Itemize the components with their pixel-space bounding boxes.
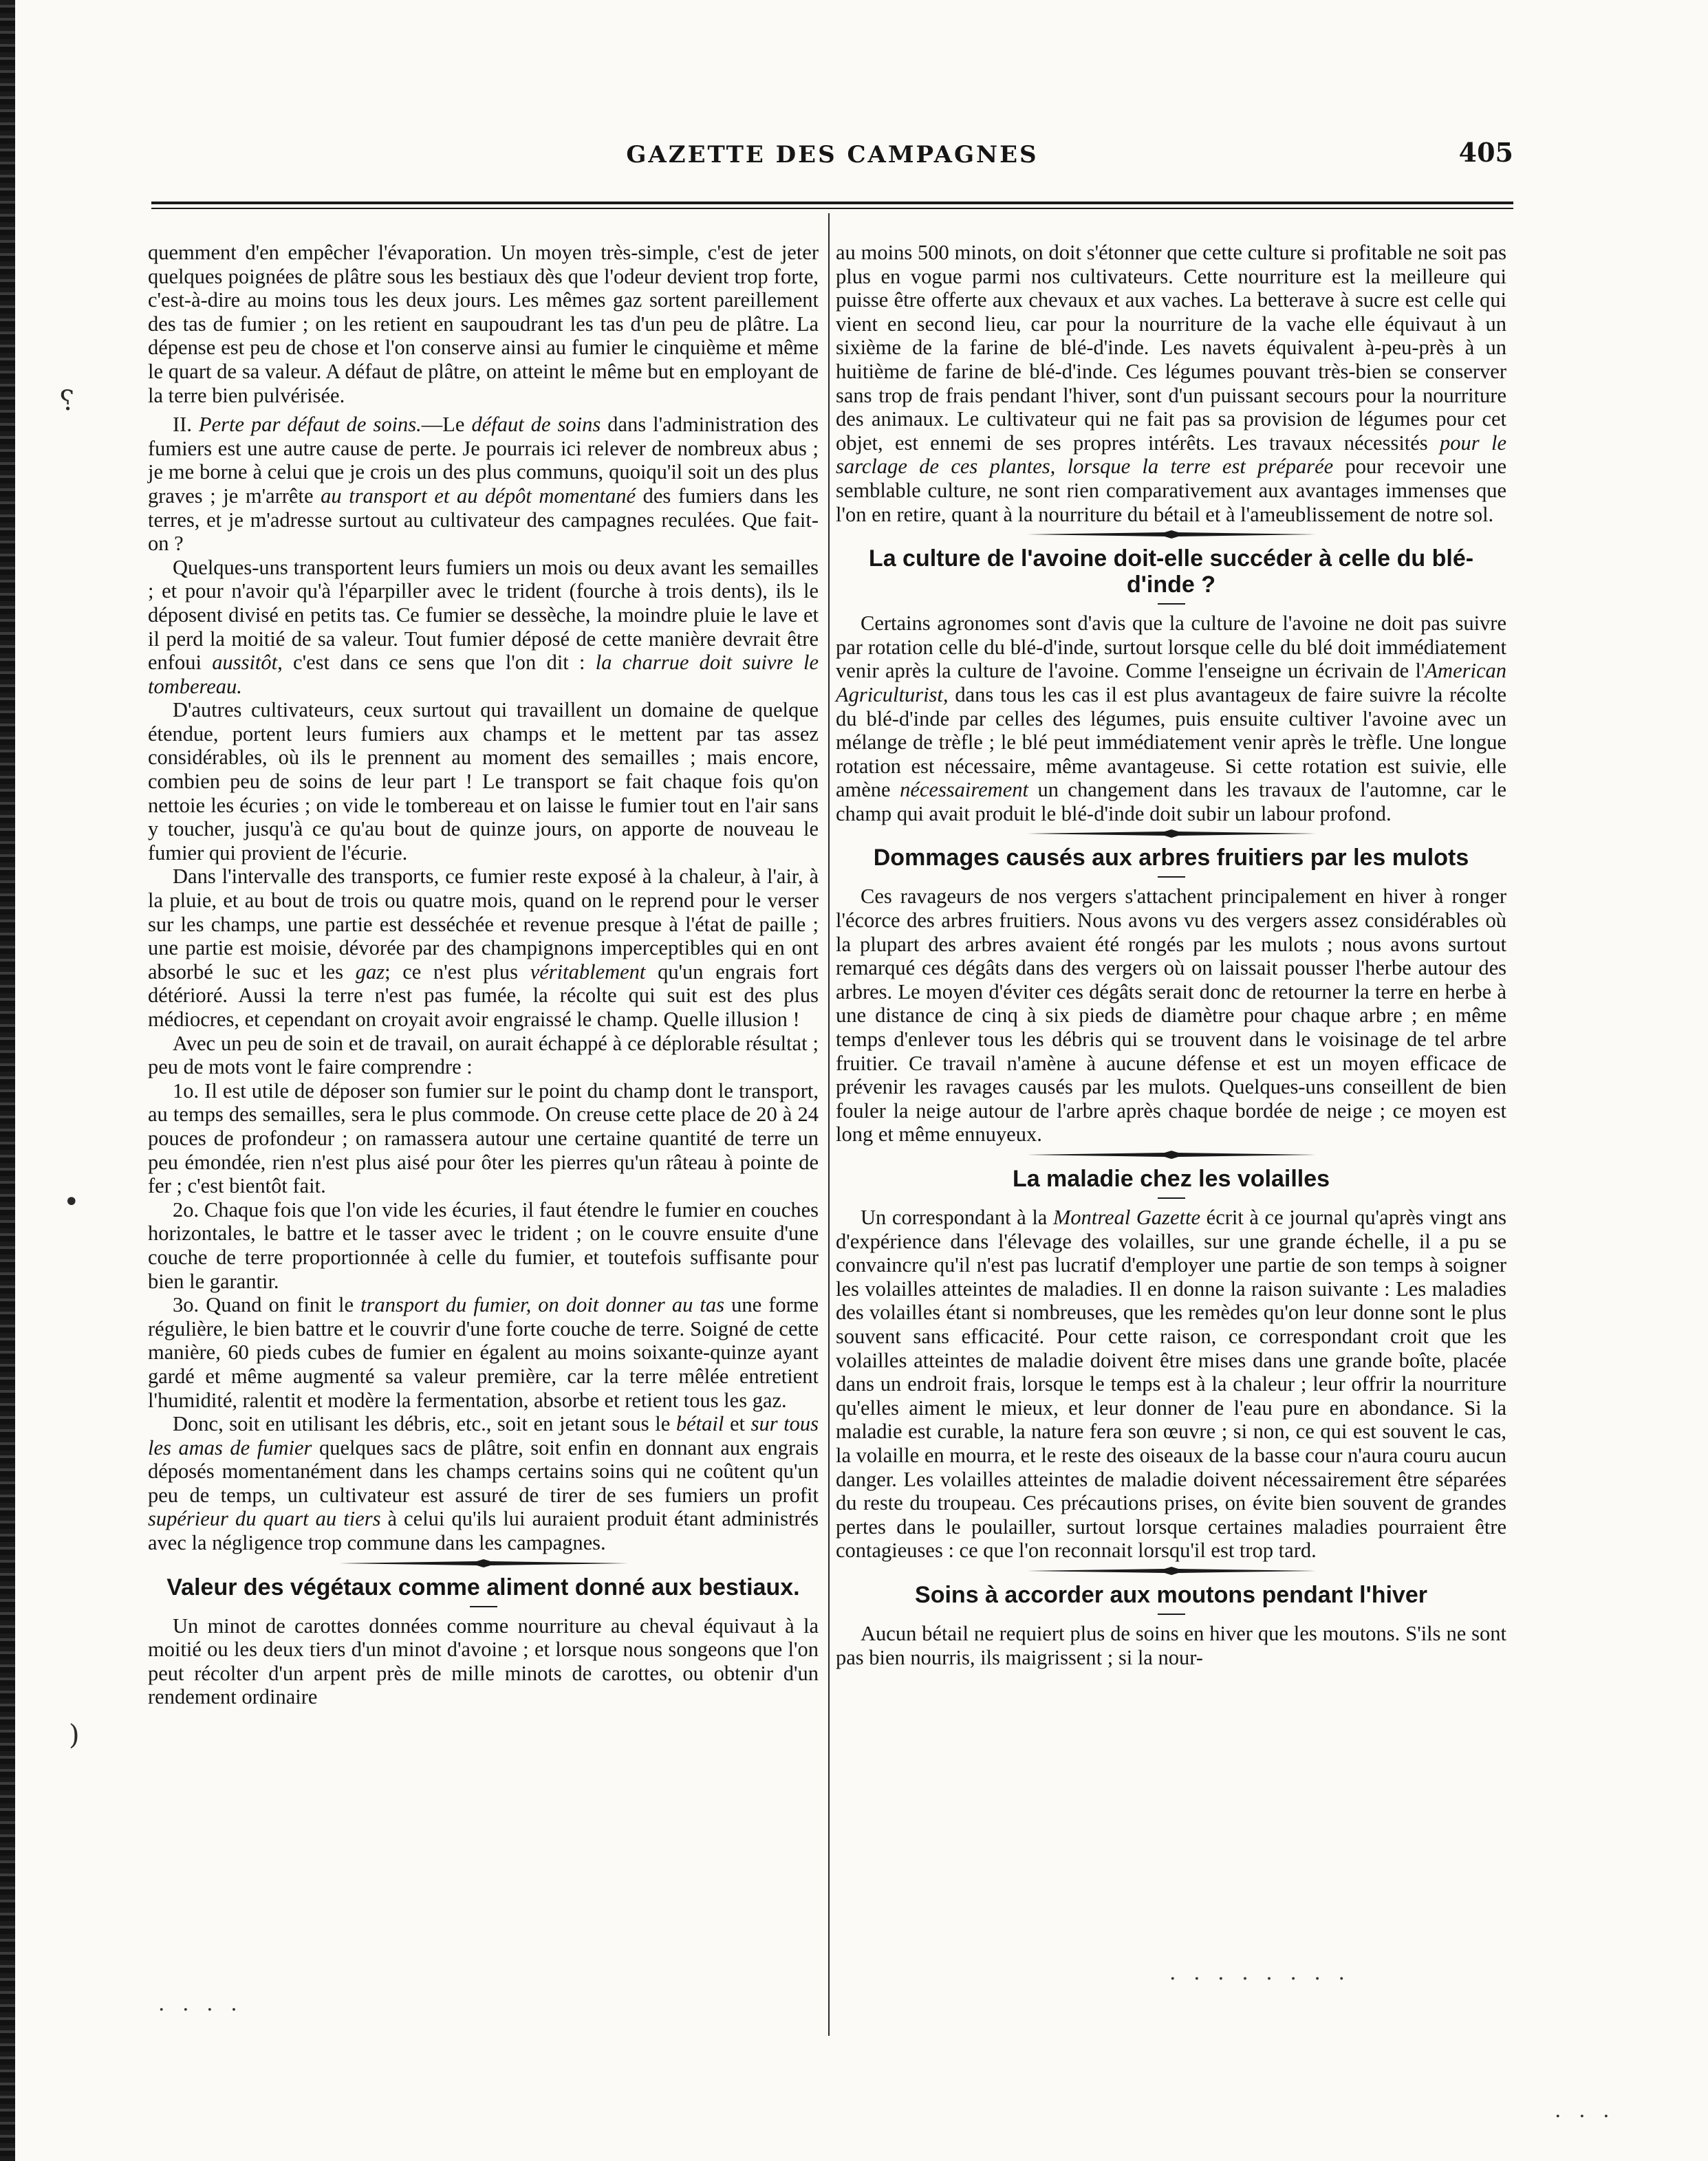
text-run: c'est dans ce sens que l'on dit : <box>293 651 585 675</box>
text-run: au moins 500 minots, on doit s'étonner que cette culture si profitable ne soit pas plus en vogue parmi nos cultivateurs. Cette nourriture est la meilleure qui puisse être offerte aux chevaux et aux vaches. La betterave à sucre est celle qui vient en second lieu, car pour la nourriture de la vache elle équivaut à un sixième de la farine de blé-d'inde. Les navets équivalent à-peu-près à un huitième de farine de blé-d'inde. Ces légumes pouvant très-bien se conserver sans trop de frais pendant l'hiver, sont d'un puissant secours pour la nourriture des animaux. Le cultivateur qui ne fait pas sa provision de légumes pour cet objet, est ennemi de ses propres intérêts. Les travaux nécessités <box>836 241 1506 455</box>
page-number: 405 <box>1458 137 1513 168</box>
text-run: 3o. Quand on finit le <box>173 1293 354 1317</box>
numbered-paragraph: 1o. Il est utile de déposer son fumier sur le point du champ dont le transport, au temps des semailles, sera le plus commode. On creuse cette place de 20 à 24 pouces de profondeur ; on ramassera autour une certaine quantité de terre un peu émondée, rien n'est plus aisé pour ôter les pierres qu'un râteau à pointe de fer ; c'est bientôt fait. <box>148 1078 819 1198</box>
text-run: Un correspondant à la <box>861 1206 1048 1229</box>
text-run: Quelques-uns transportent leurs fumiers un mois ou deux avant les semailles ; et pour n'avoir qu'à l'éparpiller avec le trident (fourche à trois dents), ils le déposent divisé en petits tas. Ce fumier se dessèche, la moindre pluie le lave et il perd la moitié de sa valeur. Tout fumier déposé de cette manière devrait être enfoui <box>148 555 819 675</box>
numbered-paragraph <box>148 1293 819 1412</box>
emphasis: on doit donner au tas <box>538 1293 725 1317</box>
heading-dash <box>470 1605 497 1609</box>
running-head <box>151 137 1513 182</box>
run-in-title: Perte par défaut de soins. <box>198 413 422 437</box>
column-divider <box>828 213 830 2036</box>
journal-title: GAZETTE DES CAMPAGNES <box>626 141 1039 169</box>
emphasis: Montreal Gazette <box>1052 1206 1201 1229</box>
text-run: un changement dans les travaux de l'automne, car le champ qui avait produit le blé-d'inde doit subir un labour profond. <box>836 778 1507 825</box>
paragraph: Avec un peu de soin et de travail, on aurait échappé à ce déplorable résultat ; peu de mots vont le faire comprendre : <box>148 1031 819 1079</box>
section-heading: Valeur des végétaux comme aliment donné aux bestiaux. <box>166 1574 800 1600</box>
text-run: des fumiers dans les terres, et je m'adresse surtout au cultivateur des campagnes reculées. Que fait-on ? <box>148 484 819 556</box>
text-run: pour recevoir une semblable culture, ne sont rien comparativement aux avantages immenses que l'on en retire, quant à la nourriture du bétail et à l'ameublissement de notre sol. <box>836 455 1506 526</box>
emphasis: gaz <box>355 959 385 984</box>
heading-dash <box>1158 602 1185 606</box>
section-heading: La culture de l'avoine doit-elle succéder à celle du blé-d'inde ? <box>868 545 1474 598</box>
paragraph: Aucun bétail ne requiert plus de soins en hiver que les moutons. S'ils ne sont pas bien nourris, ils maigrissent ; si la nour- <box>836 1621 1506 1669</box>
text-run: Dans l'intervalle des transports, ce fumier reste exposé à la chaleur, à l'air, à la pluie, et au bout de trois ou quatre mois, quand on le reprend pour le verser sur les champs, une partie est desséchée et revenue presque à l'état de paille ; une partie est moisie, dévorée par des champignons imperceptibles qui en ont absorbé le suc et les <box>148 865 819 984</box>
section-heading: Dommages causés aux arbres fruitiers par les mulots <box>873 845 1469 871</box>
section-ornament <box>1027 1567 1316 1575</box>
header-rule-thin <box>151 208 1513 209</box>
section-heading: Soins à accorder aux moutons pendant l'hiver <box>915 1581 1427 1608</box>
emphasis: supérieur du quart au tiers <box>148 1507 381 1531</box>
section-heading: La maladie chez les volailles <box>1012 1166 1330 1192</box>
margin-speck: ⸮ <box>59 385 74 417</box>
paragraph <box>836 611 1506 825</box>
paragraph <box>148 865 819 1031</box>
bottom-print-noise: · · · · · · · · <box>1169 1967 1351 1991</box>
left-column <box>148 241 819 1709</box>
text-run: une forme régulière, le bien battre et le couvrir d'une forte couche de terre. Soigné de cette manière, 60 pieds cubes de fumier en égalent au moins soixante-quinze ayant gardé et même augmenté sa valeur première, car la terre mêlée entretient l'humidité, ralentit et modère la fermentation, absorbe et retient tous les gaz. <box>148 1293 819 1412</box>
text-run: —Le <box>421 413 465 437</box>
emphasis: aussitôt, <box>212 651 283 675</box>
emphasis: sur tous les amas de fumier <box>148 1412 819 1459</box>
emphasis: nécessairement <box>900 778 1028 802</box>
text-run: ; ce n'est plus <box>385 959 519 984</box>
text-run: et <box>729 1412 745 1436</box>
paragraph: D'autres cultivateurs, ceux surtout qui travaillent un domaine de quelque étendue, portent leurs fumiers aux champs et le mettent par tas assez considérables, où ils le prennent au moment des semailles ; mais encore, combien peu de soins de leur part ! Le transport se fait chaque fois qu'on nettoie les écuries ; on vide le tombereau et on laisse le fumier tout en l'air sans y toucher, jusqu'à ce qu'au bout de quinze jours, on apporte de nouveau le fumier qui provient de l'écurie. <box>148 698 819 865</box>
paragraph: quemment d'en empêcher l'évaporation. Un moyen très-simple, c'est de jeter quelques poignées de plâtre sous les bestiaux dès que l'odeur devient trop forte, c'est-à-dire au moins tous les deux jours. Les mêmes gaz sortent pareillement des tas de fumier ; on les retient en saupoudrant les tas d'un peu de plâtre. La dépense est peu de chose et l'on conserve ainsi au fumier le cinquième et même le quart de sa valeur. A défaut de plâtre, on atteint le même but en employant de la terre bien pulvérisée. <box>148 241 819 407</box>
text-run: dans tous les cas il est plus avantageux de faire suivre la récolte du blé-d'inde par celles des légumes, puis ensuite cultiver l'avoine avec un mélange de trèfle ; le blé peut immédiatement venir après le trèfle. Une longue rotation est nécessaire, même avantageuse. Si cette rotation est suivie, elle amène <box>836 682 1507 802</box>
paragraph <box>148 1412 819 1555</box>
text-run: dans l'administration des fumiers est une autre cause de perte. Je pourrais ici relever de nombreux abus ; je me borne à celui que je crois un des plus communs, quoiqu'il soit un des plus graves ; je m'arrête <box>148 413 819 508</box>
section-ornament <box>1027 829 1316 838</box>
text-run: Donc, soit en utilisant les débris, etc., soit en jetant sous le <box>173 1412 671 1436</box>
text-run: Certains agronomes sont d'avis que la culture de l'avoine ne doit pas suivre par rotation celle du blé-d'inde, surtout lorsque celle du blé doit immédiatement venir après la culture de l'avoine. Comme l'enseigne un écrivain de l' <box>836 611 1506 683</box>
heading-dash <box>1158 1612 1185 1616</box>
margin-speck: ) <box>69 1719 80 1751</box>
section-number: II. <box>173 413 192 437</box>
emphasis: au transport et au dépôt momentané <box>321 484 636 508</box>
emphasis: bétail <box>675 1412 724 1436</box>
paragraph: Ces ravageurs de nos vergers s'attachent principalement en hiver à ronger l'écorce des arbres fruitiers. Nous avons vu des vergers assez considérables où la plupart des arbres avaient été rongés par les mulots ; nous avons surtout remarqué ces dégâts dans des vergers où on laissait pousser l'herbe autour des arbres. Le moyen d'éviter ces dégâts serait donc de retourner la terre en herbe à une distance de cinq à six pieds de diamètre pour chaque arbre ; en même temps d'enlever tous les débris qui se trouvent dans le voisinage de tel arbre fruitier. Ce travail n'amène à aucune défense et est un moyen efficace de prévenir les ravages causés par les mulots. Quelques-uns conseillent de bien fouler la neige autour de l'arbre après chaque bordée de neige ; ce moyen est long et même ennuyeux. <box>836 884 1506 1147</box>
section-ornament <box>1027 530 1316 539</box>
text-run: qu'un engrais fort détérioré. Aussi la terre n'est pas fumée, la récolte qui suit est des plus médiocres, et cependant on croyait avoir engraissé le champ. Quelle illusion ! <box>148 959 819 1031</box>
numbered-paragraph: 2o. Chaque fois que l'on vide les écuries, il faut étendre le fumier en couches horizontales, le battre et le tasser avec le trident ; on le couvre ensuite d'une couche de terre proportionnée à celle du fumier, et toutefois suffisante pour bien le garantir. <box>148 1197 819 1293</box>
binding-edge <box>0 0 15 2161</box>
emphasis: véritablement <box>530 959 646 984</box>
text-run: écrit à ce journal qu'après vingt ans d'expérience dans l'élevage des volailles, sur une grande échelle, il a pu se convaincre qu'il n'est pas lucratif d'employer une partie de son temps à soigner les volailles atteintes de maladies. Il en donne la raison suivante : Les maladies des volailles étant si nombreuses, que les remèdes qu'on leur donne sont le plus souvent sans efficacité. Pour cette raison, ce correspondant croit que les volailles atteintes de maladie doivent être mises dans une grande boîte, placée dans un endroit frais, lorsque le temps est à la chaleur ; leur offrir la nourriture qu'elles aiment le mieux, et leur donner de l'eau pure en abondance. Si la maladie est curable, la nature fera son œuvre ; si non, ce qui est souvent le cas, la volaille en mourra, et le reste des oiseaux de la basse cour n'aura couru aucun danger. Les volailles atteintes de maladie doivent nécessairement être séparées du reste du troupeau. Ces précautions prises, on évite bien souvent de grandes pertes dans le poulailler, surtout lorsque certaines maladies pourraient être contagieuses : ce que l'on reconnait lorsqu'il est trop tard. <box>836 1206 1507 1563</box>
bottom-print-noise: · · · <box>1555 2105 1615 2129</box>
bottom-print-noise: · · · · <box>158 1998 243 2022</box>
emphasis: la charrue doit suivre le tombereau. <box>148 651 819 698</box>
paragraph: Un minot de carottes données comme nourriture au cheval équivaut à la moitié ou les deux tiers d'un minot d'avoine ; et lorsque nous songeons que l'on peut récolter d'un arpent près de mille minots de carottes, ou obtenir d'un rendement ordinaire <box>148 1614 819 1709</box>
emphasis: transport du fumier, <box>360 1293 532 1317</box>
paragraph <box>836 1206 1506 1563</box>
right-column <box>836 241 1506 1669</box>
emphasis: pour le sarclage de ces plantes, lorsque la terre est préparée <box>836 431 1506 479</box>
text-run: à celui qu'ils lui auraient produit étant administrés avec la négligence trop commune dans les campagnes. <box>148 1507 819 1555</box>
header-rule-thick <box>151 202 1513 204</box>
paragraph <box>148 413 819 556</box>
text-run: quelques sacs de plâtre, soit enfin en donnant aux engrais déposés momentanément dans les champs certains soins qui ne coûtent qu'un peu de temps, un cultivateur est assuré de tirer de ses fumiers un profit <box>148 1435 819 1507</box>
section-ornament <box>1027 1151 1316 1159</box>
margin-speck: • <box>63 1186 80 1218</box>
emphasis: défaut de soins <box>471 413 601 437</box>
section-ornament <box>339 1559 628 1567</box>
heading-dash <box>1158 1196 1185 1200</box>
heading-dash <box>1158 875 1185 879</box>
paragraph <box>836 241 1506 526</box>
paragraph <box>148 556 819 699</box>
emphasis: American Agriculturist, <box>836 659 1506 706</box>
